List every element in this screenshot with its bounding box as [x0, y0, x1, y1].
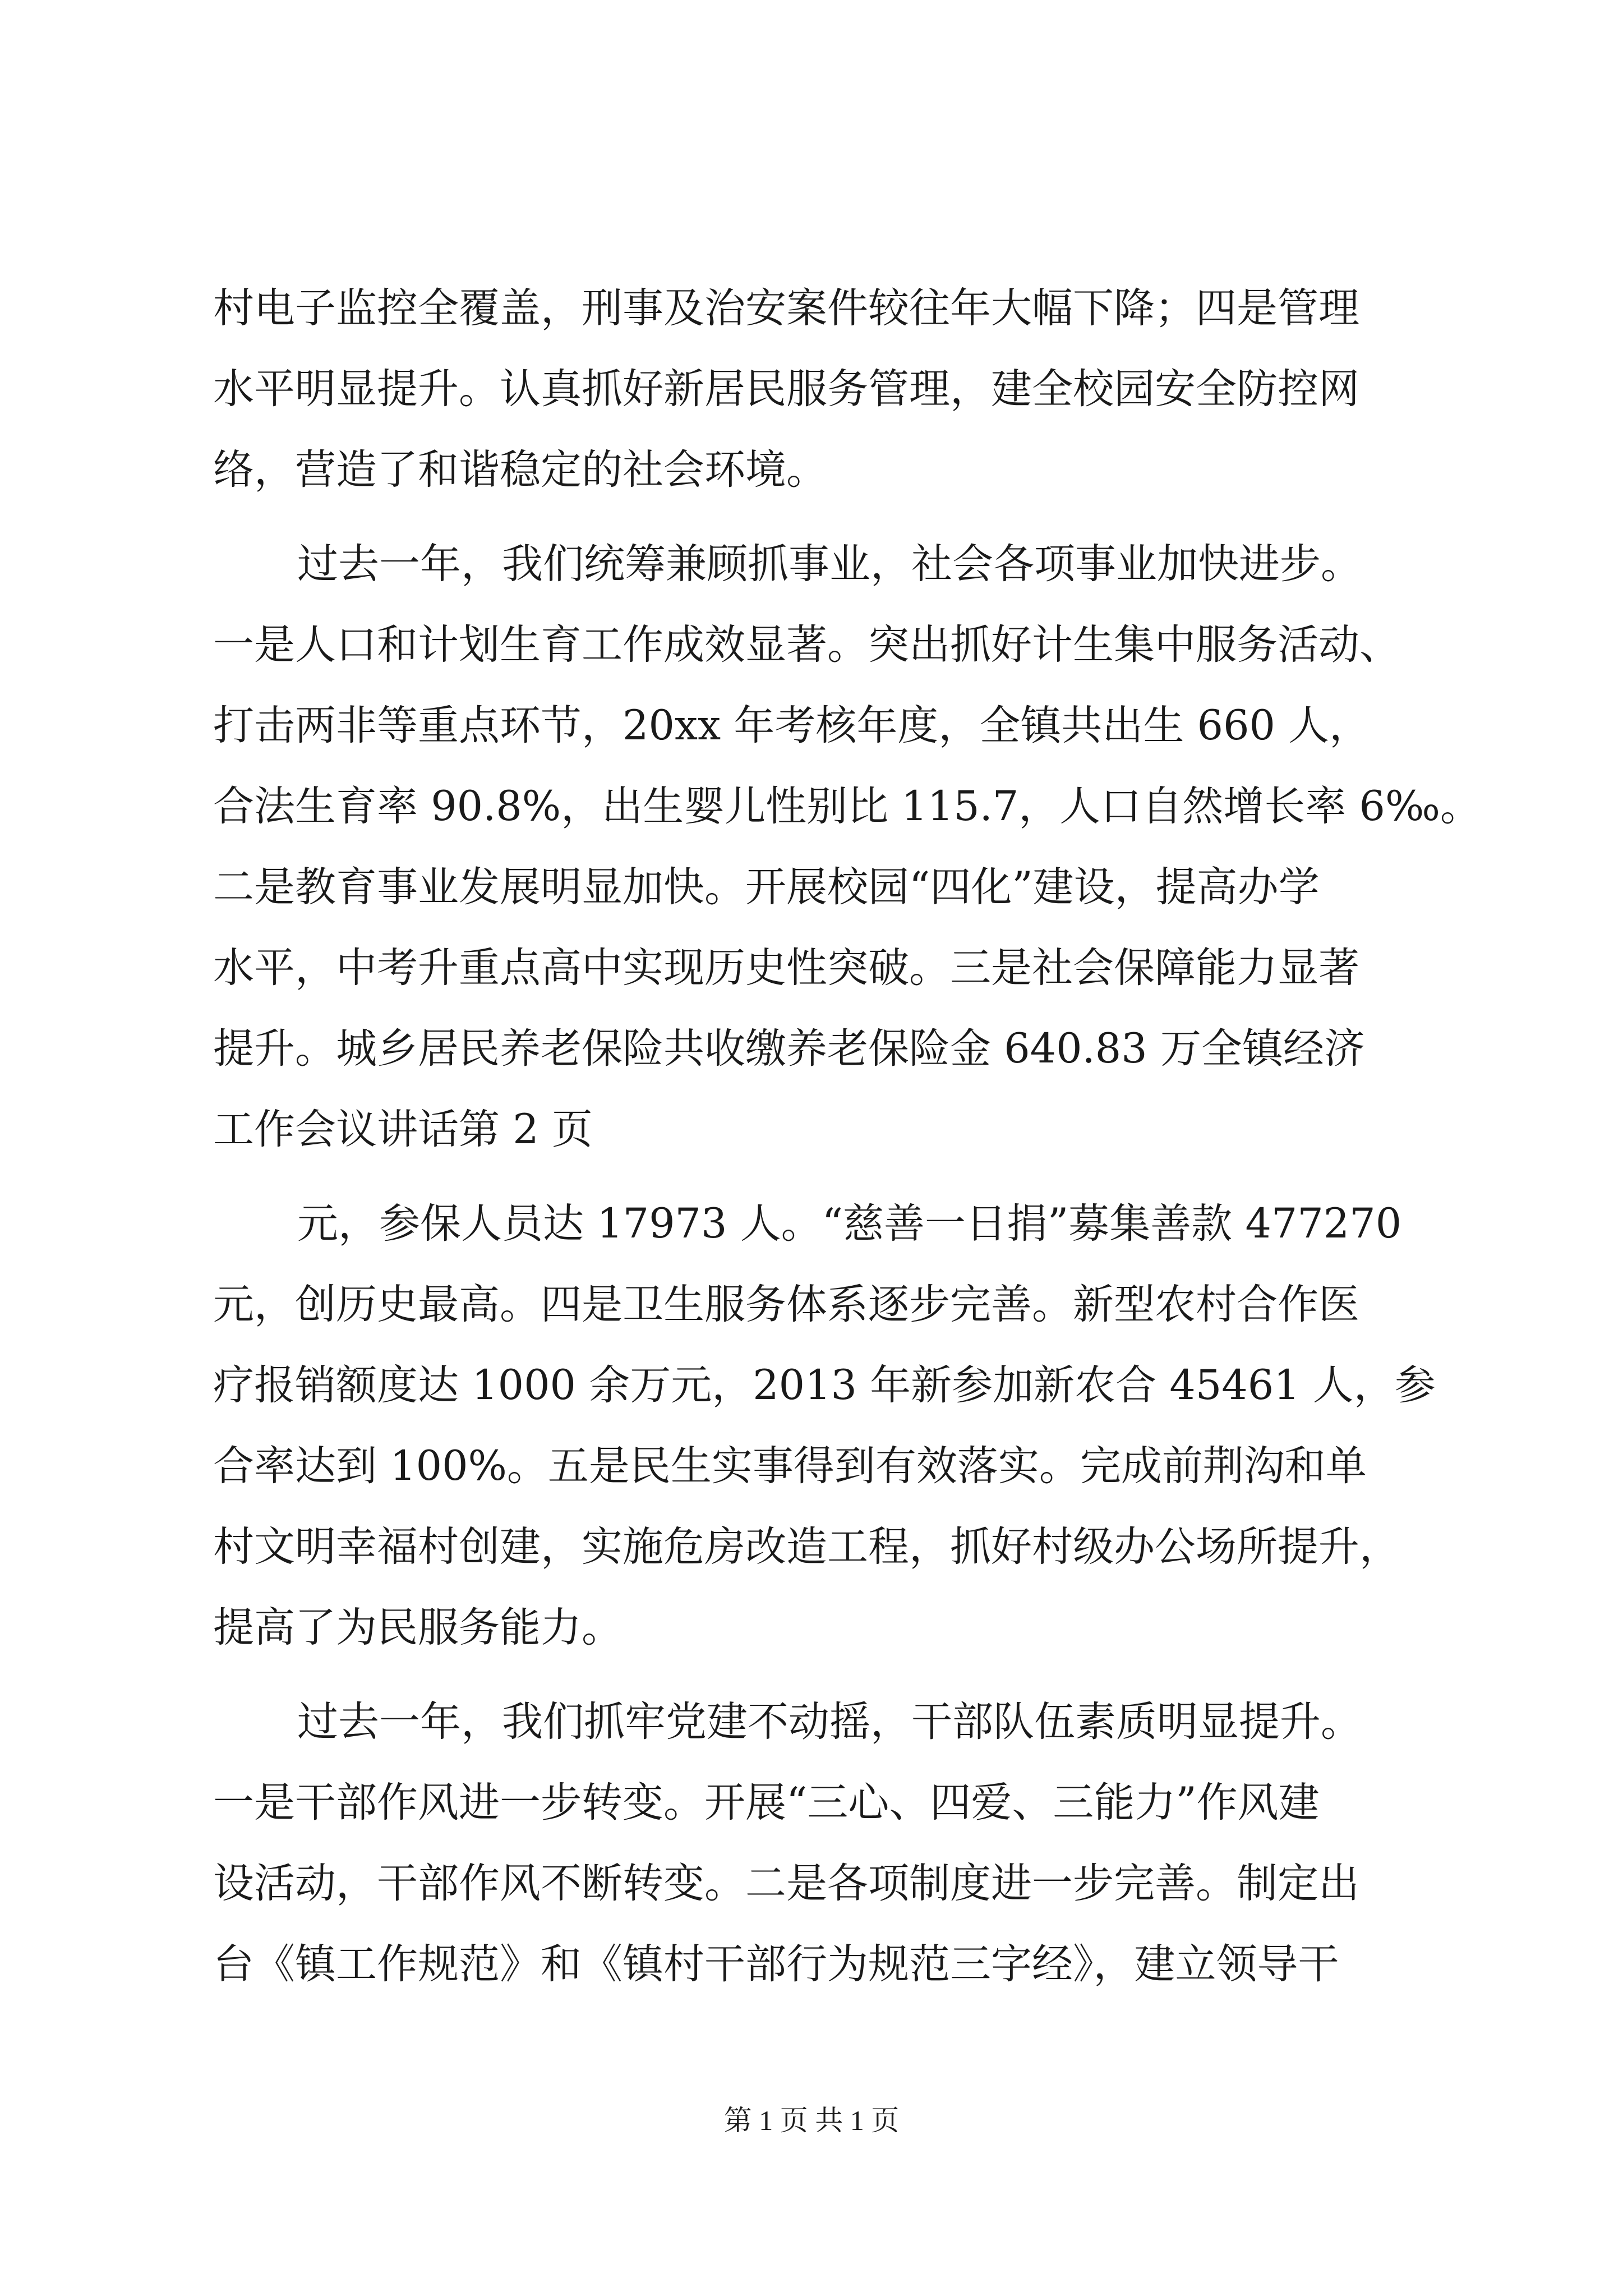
page-number-label: 第 1 页 共 1 页: [723, 2105, 900, 2136]
text-line: 提高了为民服务能力。: [213, 1604, 623, 1651]
page-footer: [0, 2101, 1623, 2140]
text-line: 一是干部作风进一步转变。开展“三心、四爱、三能力”作风建: [213, 1779, 1320, 1826]
text-line: 工作会议讲话第 2 页: [213, 1106, 593, 1153]
text-line: 络，营造了和谐稳定的社会环境。: [213, 446, 827, 494]
text-line: 设活动，干部作风不断转变。二是各项制度进一步完善。制定出: [213, 1860, 1359, 1907]
text-line: 合率达到 100%。五是民生实事得到有效落实。完成前荆沟和单: [213, 1442, 1367, 1490]
document-body: [213, 268, 1481, 2005]
text-line: 二是教育事业发展明显加快。开展校园“四化”建设，提高办学: [213, 863, 1320, 911]
text-line: 合法生育率 90.8%，出生婴儿性别比 115.7，人口自然增长率 6‰。: [213, 783, 1481, 830]
text-line: 疗报销额度达 1000 余万元，2013 年新参加新农合 45461 人，参: [213, 1361, 1436, 1409]
paragraph-start-line: 过去一年，我们抓牢党建不动摇，干部队伍素质明显提升。: [297, 1698, 1362, 1746]
text-line: 提升。城乡居民养老保险共收缴养老保险金 640.83 万全镇经济: [213, 1025, 1365, 1073]
paragraph-start-line: 过去一年，我们统筹兼顾抓事业，社会各项事业加快进步。: [297, 540, 1362, 588]
text-line: 打击两非等重点环节，20xx 年考核年度，全镇共出生 660 人，: [213, 702, 1371, 749]
text-line: 一是人口和计划生育工作成效显著。突出抓好计生集中服务活动、: [213, 621, 1400, 669]
text-line: 水平，中考升重点高中实现历史性突破。三是社会保障能力显著: [213, 944, 1359, 992]
text-line: 村文明幸福村创建，实施危房改造工程，抓好村级办公场所提升，: [213, 1523, 1400, 1571]
text-line: 村电子监控全覆盖，刑事及治安案件较往年大幅下降；四是管理: [213, 284, 1359, 332]
text-line: 元，创历史最高。四是卫生服务体系逐步完善。新型农村合作医: [213, 1281, 1359, 1328]
text-line: 水平明显提升。认真抓好新居民服务管理，建全校园安全防控网: [213, 365, 1359, 413]
paragraph-start-line: 元，参保人员达 17973 人。“慈善一日捐”募集善款 477270: [297, 1200, 1402, 1248]
text-line: 台《镇工作规范》和《镇村干部行为规范三字经》，建立领导干: [213, 1940, 1339, 1988]
